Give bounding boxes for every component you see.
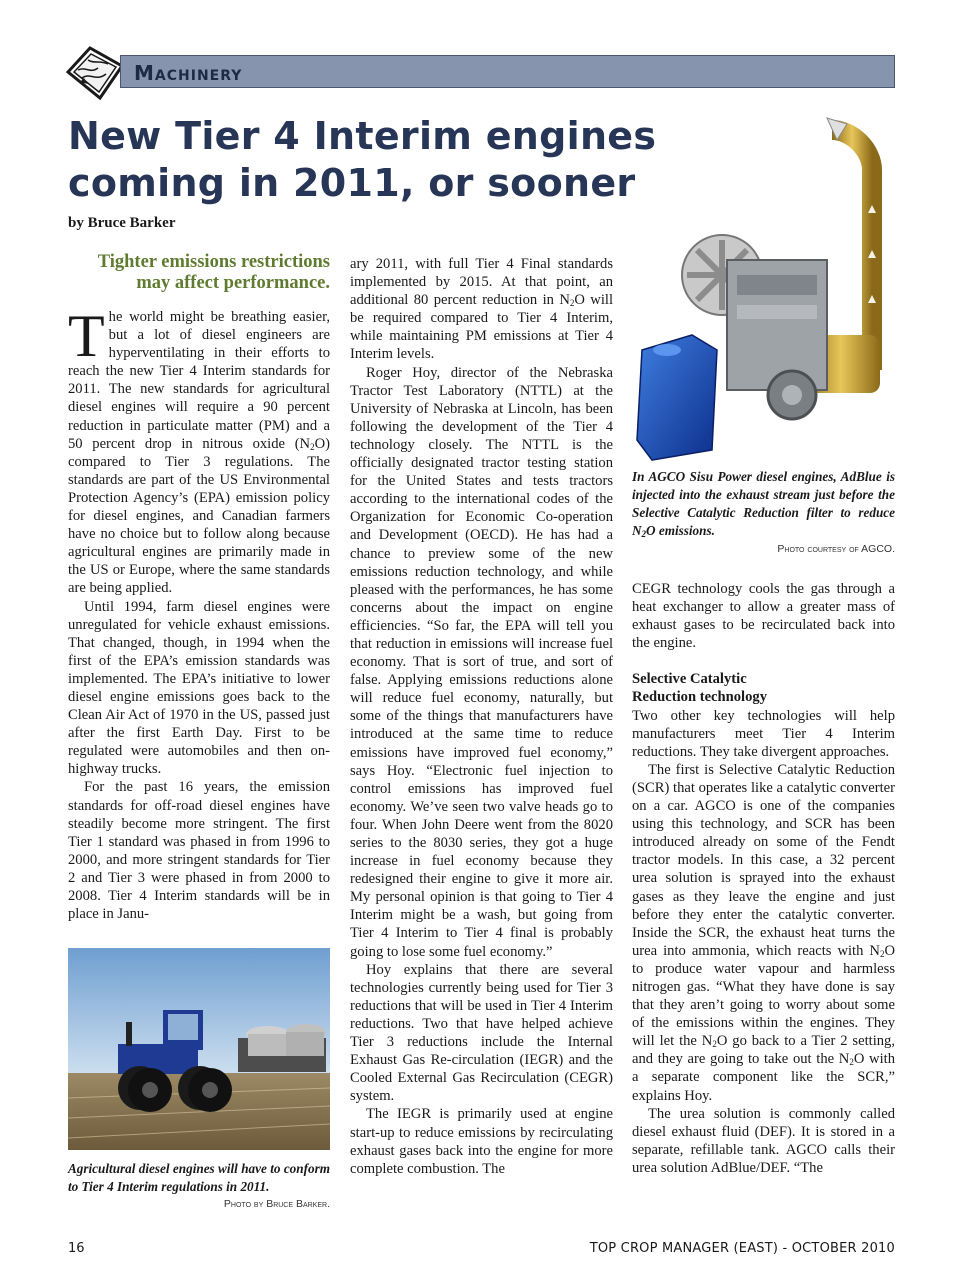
- tractor-caption: Agricultural diesel engines will have to conform to Tier 4 Interim regulations in 2011.: [68, 1161, 330, 1194]
- engine-illustration: [632, 110, 902, 470]
- tractor-photo: [68, 948, 330, 1150]
- paragraph: The first is Selective Catalytic Reduction (SCR) that operates like a catalytic converter on a car. AGCO is one of the companies using this technology, and SCR has been introduced already on some of the Fendt tractor models. In this case, a 32 percent urea solution is sprayed into the exhaust gases as they leave the engine and just before they enter the catalytic converter. Inside the SCR, the exhaust heat turns the urea into ammonia, which reacts with $N_2O$ to produce water vapour and harmless nitrogen gas. “What they have done is say that they aren’t going to worry about some of the emissions within the engines. They will let the $N_2O$ go back to a Tier 2 setting, and they are going to take out the $N_2O$ with a separate component like the SCR,” explains Hoy.: [632, 761, 895, 1104]
- deck: Tighter emissions restrictions may affect performance.: [97, 252, 330, 293]
- engine-photo-credit: Photo courtesy of AGCO.: [777, 543, 895, 555]
- tractor-photo-credit: Photo by Bruce Barker.: [223, 1198, 330, 1210]
- paragraph: For the past 16 years, the emission standards for off-road diesel engines have steadily become more stringent. The first Tier 1 standard was phased in from 1996 to 2000, and more stringent standards for Tier 2 and Tier 3 were phased in from 2000 to 2008. Tier 4 Interim standards will be in place in Janu-: [68, 779, 330, 923]
- publication-footer: TOP CROP MANAGER (EAST) - OCTOBER 2010: [589, 1241, 895, 1256]
- byline: by Bruce Barker: [68, 215, 176, 231]
- paragraph: The world might be breathing easier, but a lot of diesel engineers are hyperventilating in their efforts to reach the new Tier 4 Interim standards for 2011. The new standards for agricultural diesel engines will require a 90 percent reduction in particulate matter (PM) and a 50 percent drop in nitrous oxide $(N_2O)$ compared to Tier 3 regulations. The standards are part of the US Environmental Protection Agency’s (EPA) emission policy for diesel engines, and Canadian farmers have no choice but to follow along because agricultural engines are primarily made in the US or Europe, where the same standards are being applied.: [68, 303, 330, 597]
- paragraph: The IEGR is primarily used at engine start-up to reduce emissions by recirculating exhaust gases back into the engine for more complete combustion. The: [350, 1106, 613, 1177]
- section-label: Machinery: [134, 61, 243, 85]
- paragraph: The urea solution is commonly called diesel exhaust fluid (DEF). It is stored in a separate, refillable tank. AGCO calls their urea solution AdBlue/DEF. “The: [632, 1105, 895, 1176]
- headline: New Tier 4 Interim engines coming in 2011, or sooner: [68, 114, 657, 205]
- drop-cap: T: [68, 303, 105, 369]
- paragraph: Two other key technologies will help manufacturers meet Tier 4 Interim reductions. They take divergent approaches.: [632, 707, 895, 760]
- paragraph: Until 1994, farm diesel engines were unregulated for vehicle exhaust emissions. That changed, though, in 1994 when the first of the EPA’s emission standards was implemented. The EPA’s initiative to lower diesel engine emissions goes back to the Clean Air Act of 1970 in the US, passed just after the first Earth Day. First to be regulated were automobiles and then on-highway trucks.: [68, 598, 330, 778]
- subhead: Selective Catalytic Reduction technology: [632, 671, 767, 706]
- page-number: 16: [68, 1241, 85, 1256]
- column-2: [350, 255, 613, 1178]
- column-3: [632, 580, 895, 1177]
- paragraph: ary 2011, with full Tier 4 Final standards implemented by 2015. At that point, an additional 80 percent reduction in $N_2O$ will be required compared to Tier 4 Interim, while maintaining PM emissions at Tier 4 Interim levels.: [350, 256, 614, 363]
- paragraph: CEGR technology cools the gas through a heat exchanger to allow a greater mass of exhaust gases to be recirculated back into the engine.: [632, 581, 895, 652]
- column-1: [68, 303, 330, 923]
- paragraph: Roger Hoy, director of the Nebraska Tractor Test Laboratory (NTTL) at the University of Nebraska at Lincoln, has been following the development of the Tier 4 technology closely. The NTTL is the officially designated tractor testing station for the United States and tests tractors according to the international codes of the Organization for Economic Co-operation and Development (OECD). He has had a chance to preview some of the new emissions reduction technology, and while pleased with the performances, he has some concerns about the impact on engine efficiencies. “So far, the EPA will tell you that reduction in emissions will increase fuel economy. That is sort of true, and sort of false. Applying emissions reductions alone will reduce fuel economy, naturally, but some of the things that manufacturers have introduced at the same time to reduce emissions have improved fuel economy,” says Hoy. “Electronic fuel injection to control emissions has improved fuel economy. We’ve seen two valve heads go to four. When John Deere went from the 8020 series to the 8030 series, they got a huge increase in fuel economy because they redesigned their engine to give it more air. My personal opinion is that going to Tier 4 Interim might be a wash, but going from Tier 4 Interim to Tier 4 final is probably going to lose some fuel economy.”: [350, 364, 613, 960]
- engine-caption: In AGCO Sisu Power diesel engines, AdBlue is injected into the exhaust stream just before the Selective Catalytic Reduction filter to reduce $N_2O$ emissions.: [632, 469, 895, 539]
- paragraph: Hoy explains that there are several technologies currently being used for Tier 3 reductions that will be used in Tier 4 Interim reductions. Two that have helped achieve Tier 3 reductions include the Internal Exhaust Gas Re-circulation (IEGR) and the Cooled External Gas Recirculation (CEGR) system.: [350, 961, 613, 1105]
- map-icon: [60, 42, 128, 102]
